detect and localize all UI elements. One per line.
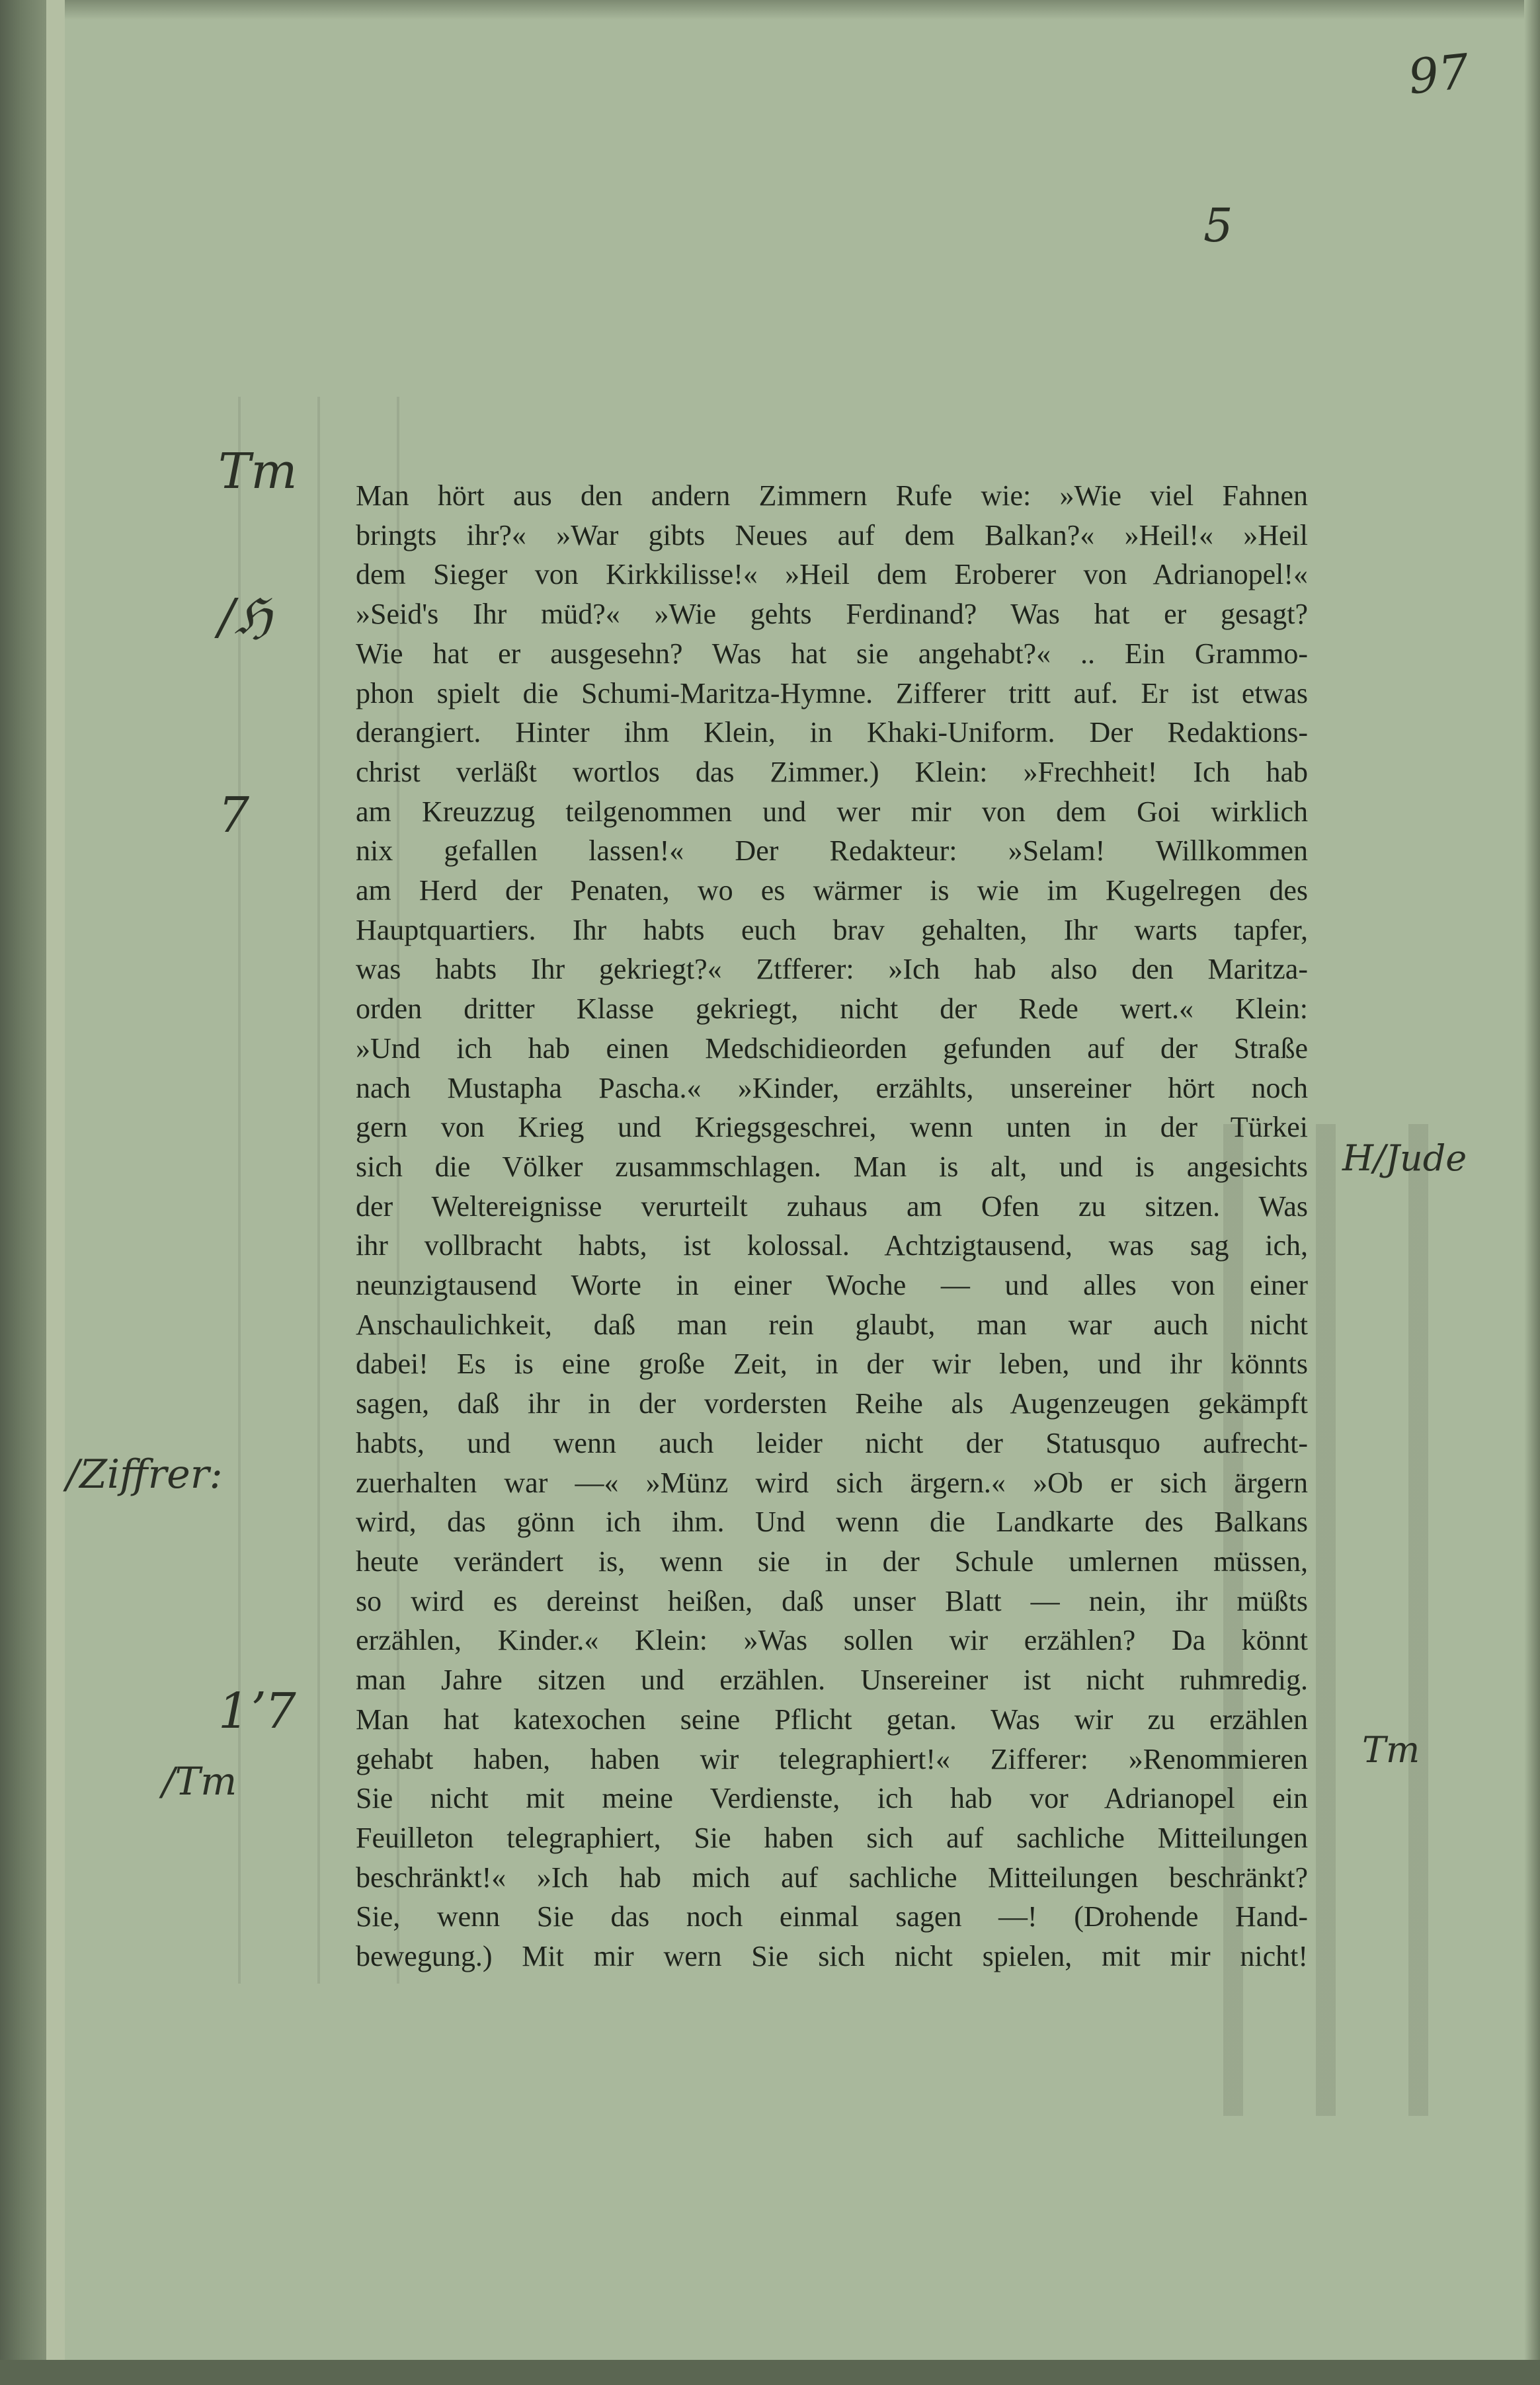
bottom-edge bbox=[0, 2360, 1540, 2385]
text-line: Sie nicht mit meine Verdienste, ich hab vor Adrianopel ein bbox=[356, 1782, 1308, 1815]
text-line: gern von Krieg und Kriegsgeschrei, wenn unten in der Türkei bbox=[356, 1111, 1308, 1144]
text-line: phon spielt die Schumi-Maritza-Hymne. Zifferer tritt auf. Er ist etwas bbox=[356, 676, 1308, 709]
text-line: sagen, daß ihr in der vordersten Reihe als Augenzeugen gekämpft bbox=[356, 1387, 1308, 1420]
text-line: was habts Ihr gekriegt?« Ztfferer: »Ich hab also den Maritza- bbox=[356, 953, 1308, 986]
text-line: orden dritter Klasse gekriegt, nicht der Rede wert.« Klein: bbox=[356, 992, 1308, 1026]
page-top-shadow bbox=[65, 0, 1540, 20]
text-line: wird, das gönn ich ihm. Und wenn die Landkarte des Balkans bbox=[356, 1506, 1308, 1539]
margin-note-tm: Tm bbox=[218, 443, 298, 500]
text-line: heute verändert is, wenn sie in der Schule umlernen müssen, bbox=[356, 1545, 1308, 1578]
text-line: nach Mustapha Pascha.« »Kinder, erzählts, unsereiner hört noch bbox=[356, 1071, 1308, 1104]
text-line: Hauptquartiers. Ihr habts euch brav gehalten, Ihr warts tapfer, bbox=[356, 913, 1308, 946]
text-line: dem Sieger von Kirkkilisse!« »Heil dem Eroberer von Adrianopel!« bbox=[356, 558, 1308, 591]
text-line: »Seid's Ihr müd?« »Wie gehts Ferdinand? Was hat er gesagt? bbox=[356, 598, 1308, 631]
text-line: derangiert. Hinter ihm Klein, in Khaki-Uniform. Der Redaktions- bbox=[356, 716, 1308, 749]
text-line: Man hört aus den andern Zimmern Rufe wie: »Wie viel Fahnen bbox=[356, 479, 1308, 512]
text-line: beschränkt!« »Ich hab mich auf sachliche Mitteilungen beschränkt? bbox=[356, 1861, 1308, 1894]
text-line: habts, und wenn auch leider nicht der Statusquo aufrecht- bbox=[356, 1426, 1308, 1459]
text-line: nix gefallen lassen!« Der Redakteur: »Selam! Willkommen bbox=[356, 834, 1308, 868]
text-line: man Jahre sitzen und erzählen. Unsereiner ist nicht ruhmredig. bbox=[356, 1664, 1308, 1697]
page-right-edge bbox=[1524, 0, 1540, 2385]
text-line: christ verläßt wortlos das Zimmer.) Klein: »Frechheit! Ich hab bbox=[356, 755, 1308, 788]
text-line: sich die Völker zusammschlagen. Man is alt, und is angesichts bbox=[356, 1150, 1308, 1183]
section-mark: 5 bbox=[1203, 198, 1233, 253]
text-line: zuerhalten war —« »Münz wird sich ärgern.« »Ob er sich ärgern bbox=[356, 1466, 1308, 1499]
page-edge-strip bbox=[46, 0, 66, 2385]
text-line: ihr vollbracht habts, ist kolossal. Achtzigtausend, was sag ich, bbox=[356, 1229, 1308, 1262]
margin-note-zifferer: /Ziffrer: bbox=[66, 1451, 223, 1498]
text-line: dabei! Es is eine große Zeit, in der wir leben, und ihr könnts bbox=[356, 1348, 1308, 1381]
page-number: 97 bbox=[1405, 43, 1472, 105]
text-line: am Kreuzzug teilgenommen und wer mir von dem Goi wirklich bbox=[356, 795, 1308, 828]
text-line: neunzigtausend Worte in einer Woche — und alles von einer bbox=[356, 1269, 1308, 1302]
text-line: erzählen, Kinder.« Klein: »Was sollen wir erzählen? Da könnt bbox=[356, 1624, 1308, 1657]
book-gutter bbox=[0, 0, 53, 2385]
text-line: so wird es dereinst heißen, daß unser Blatt — nein, ihr müßts bbox=[356, 1584, 1308, 1617]
text-line: bewegung.) Mit mir wern Sie sich nicht spielen, mit mir nicht! bbox=[356, 1940, 1308, 1973]
text-line: Man hat katexochen seine Pflicht getan. Was wir zu erzählen bbox=[356, 1703, 1308, 1736]
margin-note-fd: /ℌ bbox=[218, 588, 272, 645]
body-text bbox=[356, 476, 1308, 1976]
text-line: Feuilleton telegraphiert, Sie haben sich auf sachliche Mitteilungen bbox=[356, 1821, 1308, 1854]
text-line: Wie hat er ausgesehn? Was hat sie angehabt?« .. Ein Grammo- bbox=[356, 637, 1308, 670]
margin-note-one-seven: 1ʼ7 bbox=[218, 1683, 296, 1740]
text-line: Anschaulichkeit, daß man rein glaubt, man war auch nicht bbox=[356, 1308, 1308, 1341]
text-line: bringts ihr?« »War gibts Neues auf dem Balkan?« »Heil!« »Heil bbox=[356, 518, 1308, 551]
text-line: gehabt haben, haben wir telegraphiert!« Zifferer: »Renommieren bbox=[356, 1742, 1308, 1775]
margin-note-h-jude: H/Jude bbox=[1342, 1137, 1467, 1179]
text-line: der Weltereignisse verurteilt zuhaus am Ofen zu sitzen. Was bbox=[356, 1190, 1308, 1223]
text-line: am Herd der Penaten, wo es wärmer is wie im Kugelregen des bbox=[356, 874, 1308, 907]
margin-note-seven: 7 bbox=[218, 787, 250, 844]
margin-note-tm-2: /Tm bbox=[162, 1759, 237, 1804]
text-line: Sie, wenn Sie das noch einmal sagen —! (Drohende Hand- bbox=[356, 1900, 1308, 1933]
margin-note-tm-3: Tm bbox=[1362, 1729, 1420, 1771]
text-line: »Und ich hab einen Medschidieorden gefunden auf der Straße bbox=[356, 1031, 1308, 1065]
